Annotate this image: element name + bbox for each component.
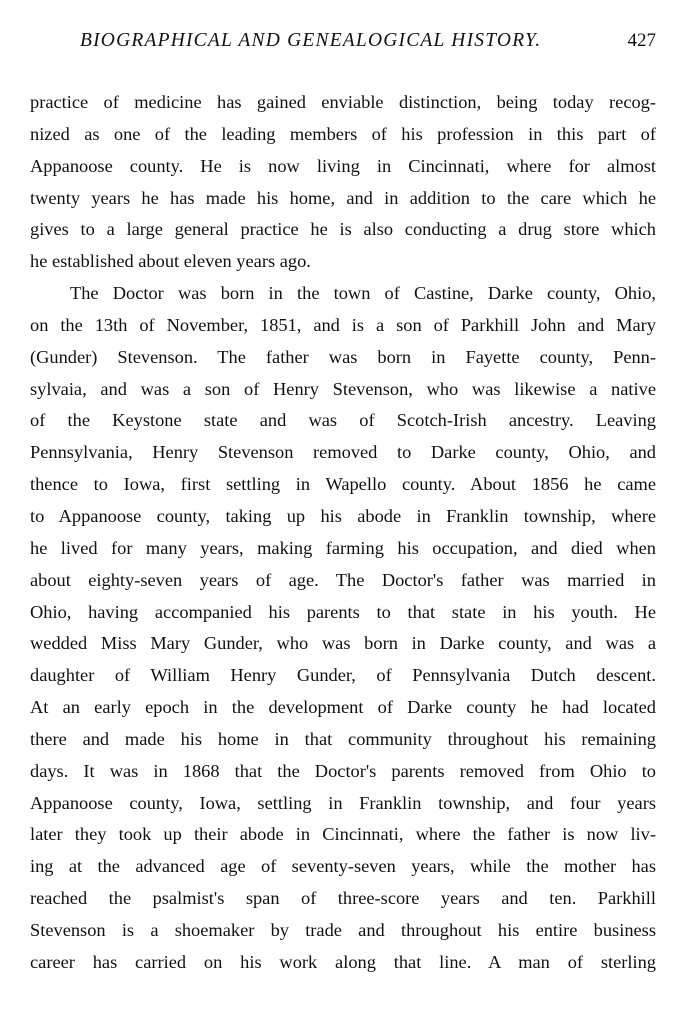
text-line: about eighty-seven years of age. The Doctor's father was married in [30,569,656,590]
text-line: days. It was in 1868 that the Doctor's parents removed from Ohio to [30,760,656,781]
text-line: The Doctor was born in the town of Castine, Darke county, Ohio, [70,283,656,304]
text-line: Stevenson is a shoemaker by trade and throughout his entire business [30,919,656,940]
text-line: thence to Iowa, first settling in Wapello county. About 1856 he came [30,474,656,495]
text-line: reached the psalmist's span of three-score years and ten. Parkhill [30,888,656,909]
text-line: gives to a large general practice he is also conducting a drug store which [30,219,656,240]
text-line: Ohio, having accompanied his parents to that state in his youth. He [30,601,656,622]
text-line: Pennsylvania, Henry Stevenson removed to Darke county, Ohio, and [30,442,656,463]
text-line: he lived for many years, making farming his occupation, and died when [30,537,656,558]
text-line: Appanoose county. He is now living in Cincinnati, where for almost [30,155,656,176]
text-line: (Gunder) Stevenson. The father was born in Fayette county, Penn- [30,346,656,367]
text-line: there and made his home in that community throughout his remaining [30,728,656,749]
running-head [60,30,656,58]
text-line: wedded Miss Mary Gunder, who was born in Darke county, and was a [30,633,656,654]
page-number: 427 [627,30,656,51]
text-line: twenty years he has made his home, and in addition to the care which he [30,187,656,208]
text-line: daughter of William Henry Gunder, of Pennsylvania Dutch descent. [30,665,656,686]
text-line: on the 13th of November, 1851, and is a son of Parkhill John and Mary [30,314,656,335]
text-line: he established about eleven years ago. [30,251,311,272]
text-line: to Appanoose county, taking up his abode in Franklin township, where [30,505,656,526]
text-line: career has carried on his work along that line. A man of sterling [30,951,656,972]
body-text [30,87,656,979]
text-line: Appanoose county, Iowa, settling in Franklin township, and four years [30,792,656,813]
text-line: later they took up their abode in Cincinnati, where the father is now liv- [30,824,656,845]
text-line: of the Keystone state and was of Scotch-Irish ancestry. Leaving [30,410,656,431]
text-line: nized as one of the leading members of his profession in this part of [30,123,656,144]
text-line: ing at the advanced age of seventy-seven years, while the mother has [30,856,656,877]
text-line: practice of medicine has gained enviable distinction, being today recog- [30,92,656,112]
running-title: BIOGRAPHICAL AND GENEALOGICAL HISTORY. [80,30,542,51]
text-line: At an early epoch in the development of Darke county he had located [30,697,656,718]
text-line: sylvaia, and was a son of Henry Stevenson, who was likewise a native [30,378,656,399]
